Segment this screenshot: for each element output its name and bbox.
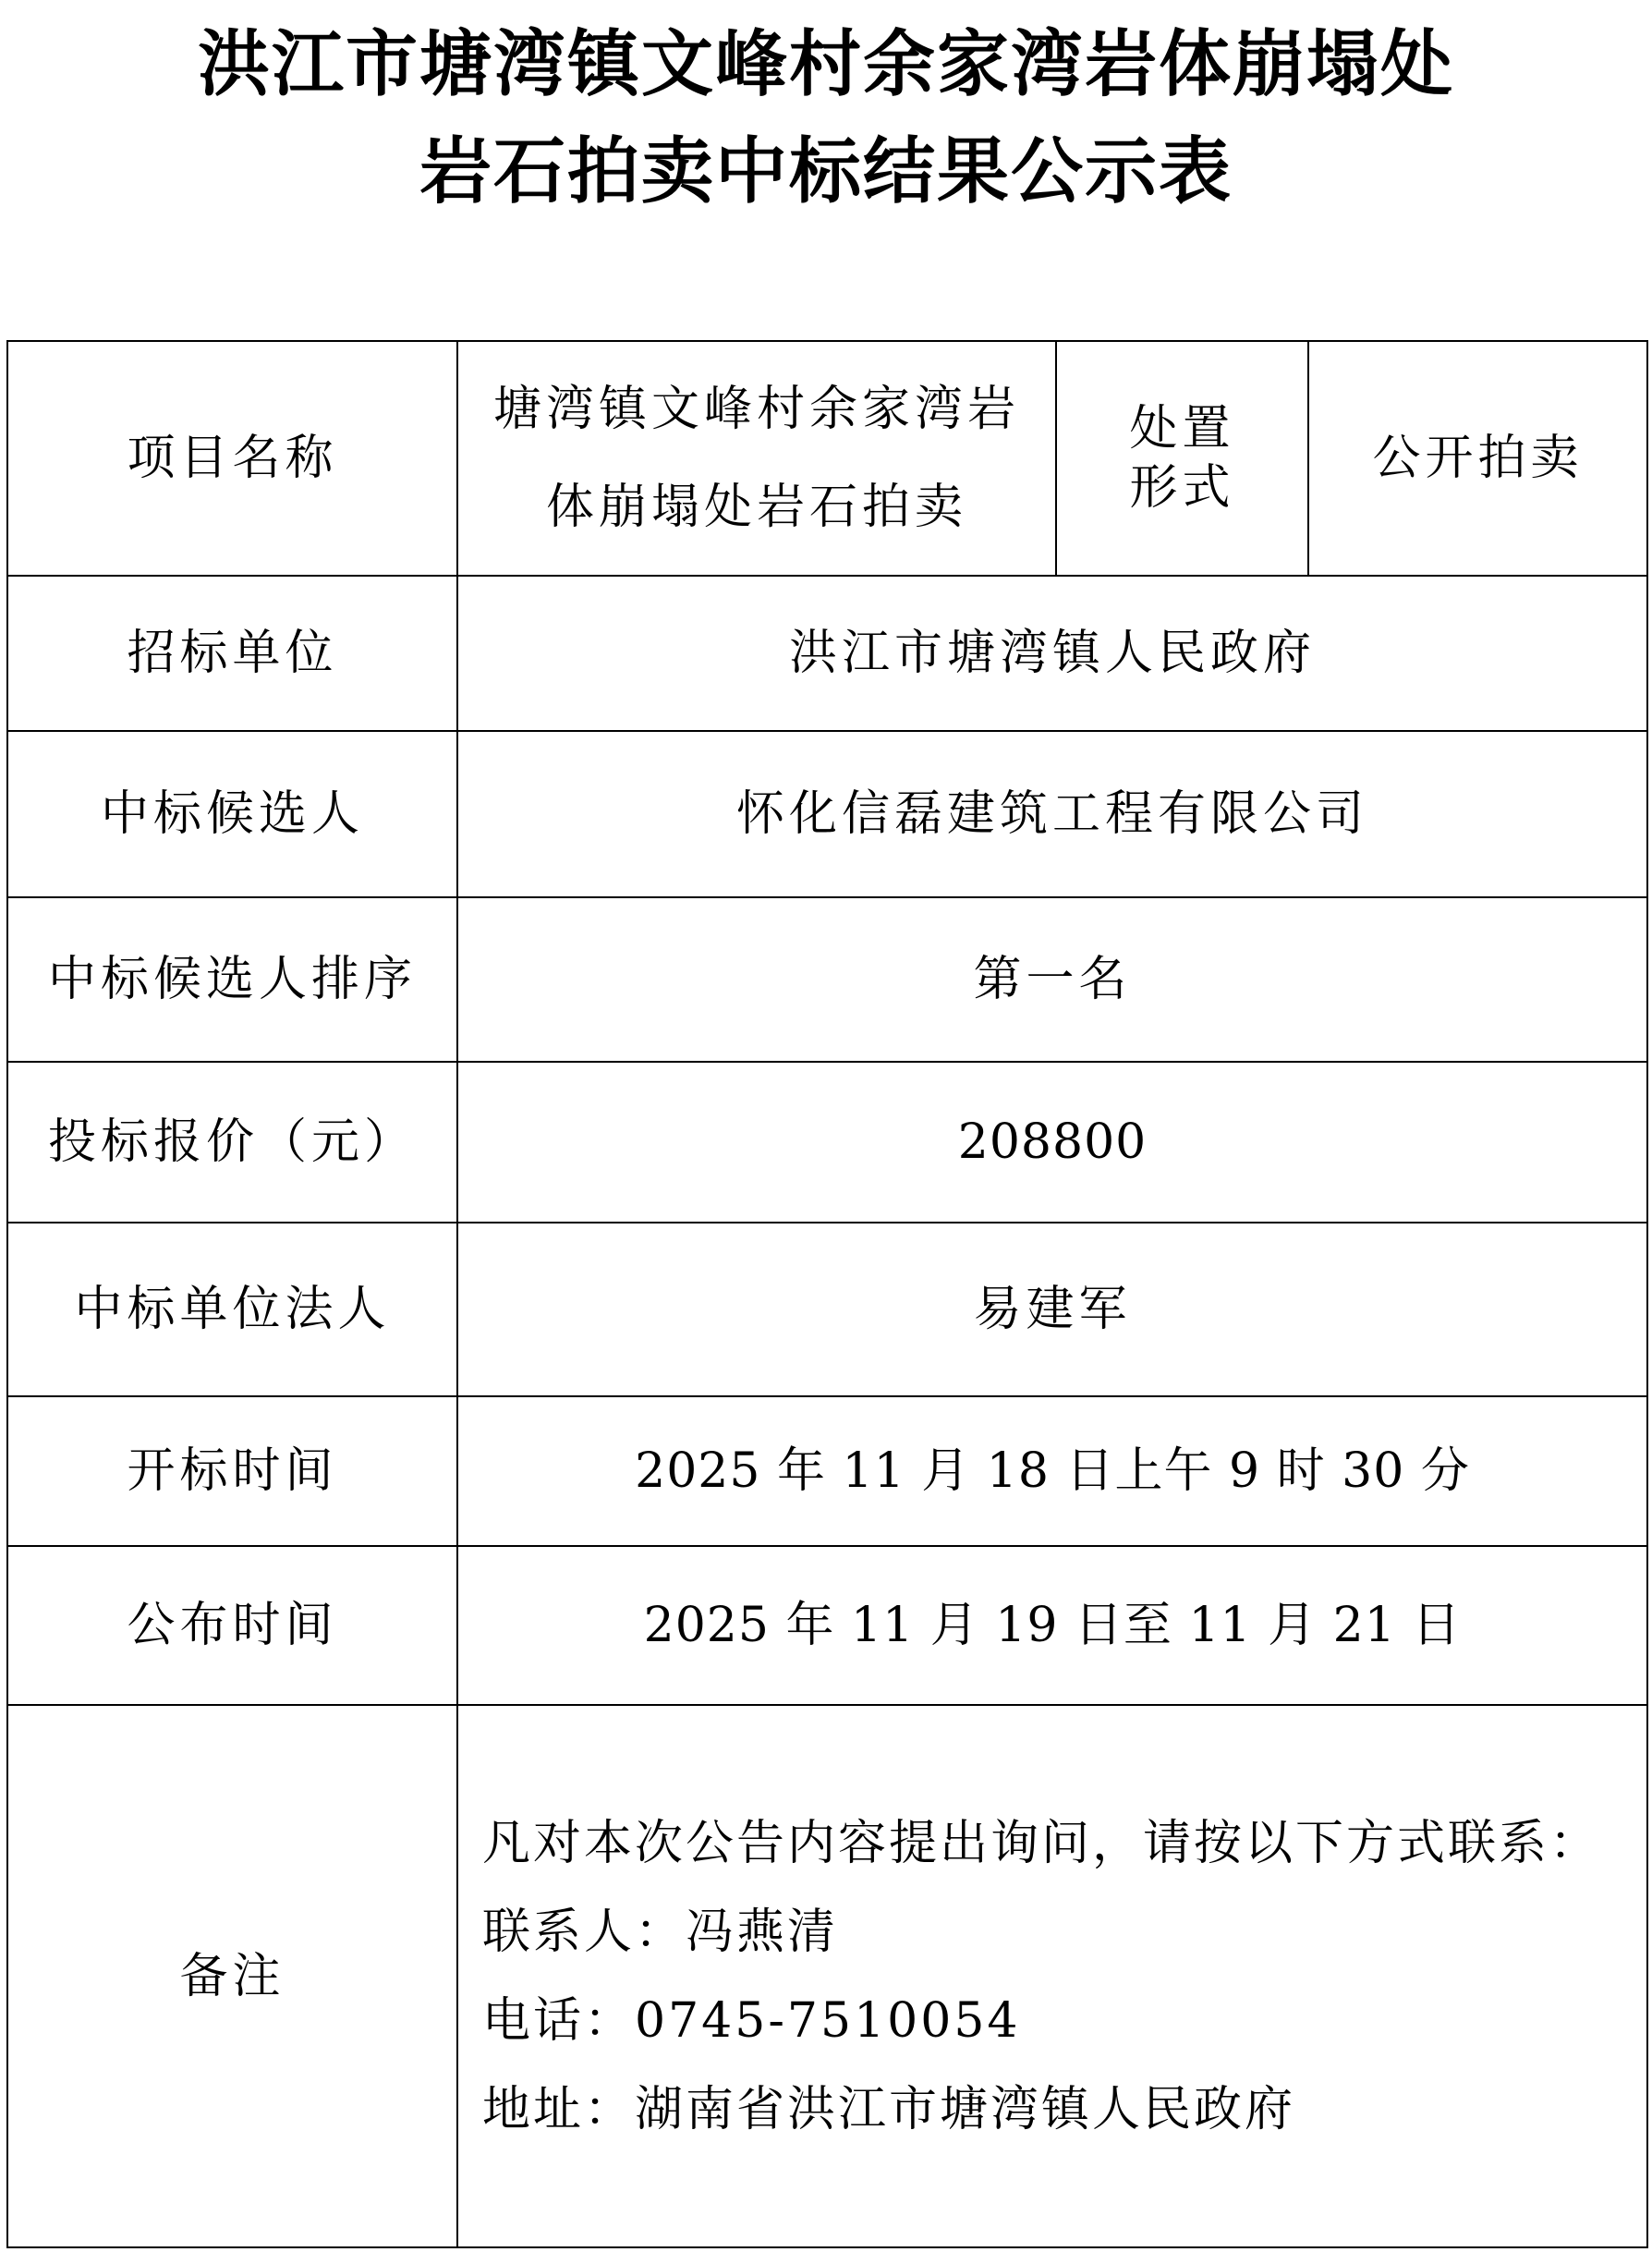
bid-price-label: 投标报价（元）	[7, 1062, 457, 1223]
tendering-unit-value: 洪江市塘湾镇人民政府	[457, 576, 1647, 731]
opening-time-value: 2025 年 11 月 18 日上午 9 时 30 分	[457, 1396, 1647, 1546]
remarks-contact-line: 联系人：冯燕清	[482, 1904, 839, 1960]
result-table	[6, 340, 1648, 2248]
remarks-address-line: 地址：湖南省洪江市塘湾镇人民政府	[482, 2081, 1296, 2137]
row-publish-time	[7, 1546, 1647, 1705]
document-title-line-2: 岩石拍卖中标结果公示表	[419, 130, 1233, 213]
row-tendering-unit	[7, 576, 1647, 731]
disposal-form-label-line-1: 处置	[1129, 401, 1235, 456]
disposal-form-value: 公开拍卖	[1308, 341, 1647, 576]
remarks-label: 备注	[7, 1705, 457, 2247]
row-legal-representative	[7, 1223, 1647, 1396]
row-bid-price	[7, 1062, 1647, 1223]
winning-candidate-value: 怀化信磊建筑工程有限公司	[457, 731, 1647, 897]
opening-time-label: 开标时间	[7, 1396, 457, 1546]
project-name-value	[457, 341, 1056, 576]
remarks-inquiry-line: 凡对本次公告内容提出询问，请按以下方式联系：	[482, 1815, 1601, 1871]
remarks-phone-line: 电话：0745-7510054	[482, 1992, 1021, 2049]
bid-price-value: 208800	[457, 1062, 1647, 1223]
publish-time-label: 公布时间	[7, 1546, 457, 1705]
disposal-form-label	[1056, 341, 1308, 576]
row-candidate-rank	[7, 897, 1647, 1062]
remarks-content	[457, 1705, 1647, 2247]
tendering-unit-label: 招标单位	[7, 576, 457, 731]
legal-rep-value: 易建军	[457, 1223, 1647, 1396]
legal-rep-label: 中标单位法人	[7, 1223, 457, 1396]
project-name-value-line-2: 体崩塌处岩石拍卖	[545, 480, 967, 535]
project-name-value-line-1: 塘湾镇文峰村余家湾岩	[492, 382, 1020, 437]
publish-time-value: 2025 年 11 月 19 日至 11 月 21 日	[457, 1546, 1647, 1705]
row-opening-time	[7, 1396, 1647, 1546]
document-title-line-1: 洪江市塘湾镇文峰村余家湾岩体崩塌处	[197, 23, 1454, 106]
row-remarks	[7, 1705, 1647, 2247]
row-project-name	[7, 341, 1647, 576]
project-name-label: 项目名称	[7, 341, 457, 576]
disposal-form-label-line-2: 形式	[1129, 460, 1235, 516]
candidate-rank-value: 第一名	[457, 897, 1647, 1062]
candidate-rank-label: 中标候选人排序	[7, 897, 457, 1062]
winning-candidate-label: 中标候选人	[7, 731, 457, 897]
row-winning-candidate	[7, 731, 1647, 897]
